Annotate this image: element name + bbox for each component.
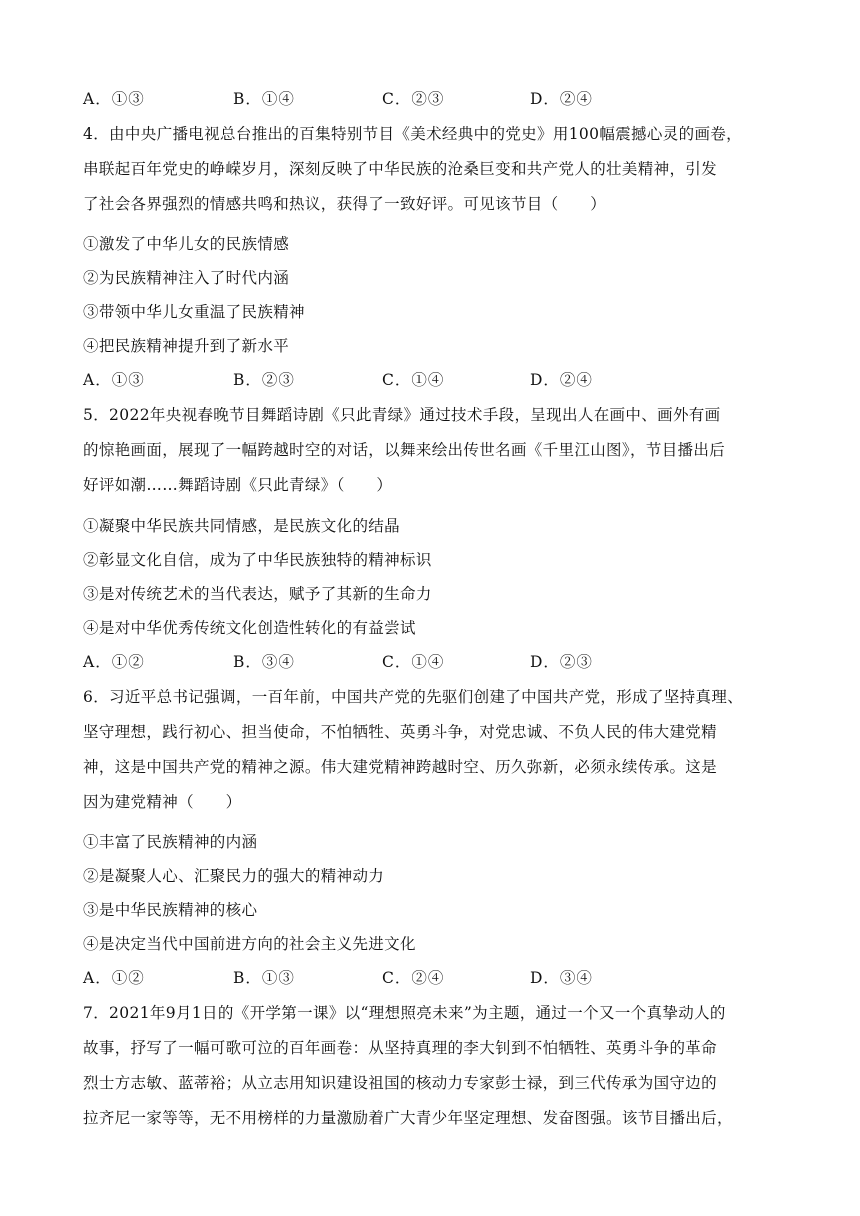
q4-options bbox=[83, 369, 783, 391]
q5-option-c: C．①④ bbox=[382, 653, 445, 671]
q4-item: ④把民族精神提升到了新水平 bbox=[83, 337, 290, 355]
q6-stem-line: 坚守理想，践行初心、担当使命，不怕牺牲、英勇斗争，对党忠诚、不负人民的伟大建党精 bbox=[83, 723, 718, 741]
q3-options bbox=[83, 88, 783, 110]
q7-stem-line: 7．2021年9月1日的《开学第一课》以“理想照亮未来”为主题，通过一个又一个真挚动人的 bbox=[83, 1004, 726, 1022]
q4-option-b: B．②③ bbox=[233, 371, 295, 389]
q5-item: ③是对传统艺术的当代表达，赋予了其新的生命力 bbox=[83, 585, 432, 603]
q3-option-c: C．②③ bbox=[382, 90, 445, 108]
q5-stem-line: 好评如潮……舞蹈诗剧《只此青绿》（ ） bbox=[83, 476, 393, 494]
q5-item: ①凝聚中华民族共同情感，是民族文化的结晶 bbox=[83, 517, 401, 535]
q4-stem-line: 串联起百年党史的峥嵘岁月，深刻反映了中华民族的沧桑巨变和共产党人的壮美精神，引发 bbox=[83, 160, 718, 178]
q6-option-a: A．①② bbox=[83, 969, 145, 987]
q4-stem-line: 了社会各界强烈的情感共鸣和热议，获得了一致好评。可见该节目（ ） bbox=[83, 195, 607, 213]
q3-option-b: B．①④ bbox=[233, 90, 295, 108]
q4-stem-line: 4．由中央广播电视总台推出的百集特别节目《美术经典中的党史》用100幅震撼心灵的画卷， bbox=[83, 125, 742, 143]
q4-option-d: D．②④ bbox=[530, 371, 593, 389]
q6-stem-line: 因为建党精神（ ） bbox=[83, 793, 242, 811]
q5-option-b: B．③④ bbox=[233, 653, 295, 671]
q5-item: ②彰显文化自信，成为了中华民族独特的精神标识 bbox=[83, 551, 432, 569]
q4-item: ①激发了中华儿女的民族情感 bbox=[83, 235, 290, 253]
q6-option-b: B．①③ bbox=[233, 969, 295, 987]
q6-item: ①丰富了民族精神的内涵 bbox=[83, 833, 258, 851]
q5-stem-line: 5．2022年央视春晚节目舞蹈诗剧《只此青绿》通过技术手段，呈现出人在画中、画外有画 bbox=[83, 406, 721, 424]
q6-item: ③是中华民族精神的核心 bbox=[83, 901, 258, 919]
q5-stem-line: 的惊艳画面，展现了一幅跨越时空的对话，以舞来绘出传世名画《千里江山图》，节目播出后 bbox=[83, 441, 726, 459]
q5-options bbox=[83, 651, 783, 673]
q7-stem-line: 拉齐尼一家等等，无不用榜样的力量激励着广大青少年坚定理想、发奋图强。该节目播出后， bbox=[83, 1109, 733, 1127]
q4-option-a: A．①③ bbox=[83, 371, 145, 389]
q4-item: ③带领中华儿女重温了民族精神 bbox=[83, 303, 305, 321]
q6-option-c: C．②④ bbox=[382, 969, 445, 987]
q5-item: ④是对中华优秀传统文化创造性转化的有益尝试 bbox=[83, 619, 416, 637]
q4-item: ②为民族精神注入了时代内涵 bbox=[83, 269, 290, 287]
q6-option-d: D．③④ bbox=[530, 969, 593, 987]
q5-option-a: A．①② bbox=[83, 653, 145, 671]
q6-stem-line: 6．习近平总书记强调，一百年前，中国共产党的先驱们创建了中国共产党，形成了坚持真理、 bbox=[83, 688, 744, 706]
q5-option-d: D．②③ bbox=[530, 653, 593, 671]
q4-option-c: C．①④ bbox=[382, 371, 445, 389]
q3-option-d: D．②④ bbox=[530, 90, 593, 108]
q3-option-a: A．①③ bbox=[83, 90, 145, 108]
q6-item: ②是凝聚人心、汇聚民力的强大的精神动力 bbox=[83, 867, 385, 885]
q6-stem-line: 神，这是中国共产党的精神之源。伟大建党精神跨越时空、历久弥新，必须永续传承。这是 bbox=[83, 758, 718, 776]
q7-stem-line: 烈士方志敏、蓝蒂裕；从立志用知识建设祖国的核动力专家彭士禄，到三代传承为国守边的 bbox=[83, 1074, 718, 1092]
q6-item: ④是决定当代中国前进方向的社会主义先进文化 bbox=[83, 935, 416, 953]
q7-stem-line: 故事，抒写了一幅可歌可泣的百年画卷：从坚持真理的李大钊到不怕牺牲、英勇斗争的革命 bbox=[83, 1039, 718, 1057]
q6-options bbox=[83, 967, 783, 989]
